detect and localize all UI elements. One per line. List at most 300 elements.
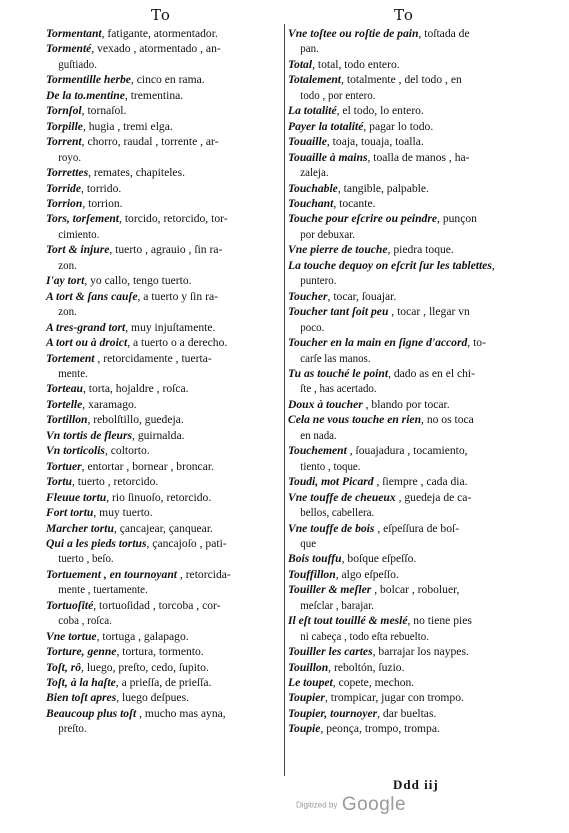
dictionary-entry bbox=[288, 304, 524, 335]
entry-continuation-line bbox=[288, 351, 511, 366]
entry-gloss: , rebolſtillo, guedeja. bbox=[87, 413, 184, 427]
entry-line bbox=[46, 459, 282, 474]
entry-gloss: , dado as en el chi- bbox=[388, 366, 475, 380]
dictionary-entry bbox=[46, 598, 282, 629]
entry-headword: Vne toſtee ou roſtie de pain bbox=[288, 27, 419, 40]
entry-gloss: , torrido. bbox=[81, 181, 122, 195]
entry-gloss: , tornaſol. bbox=[81, 104, 127, 118]
entry-line bbox=[46, 289, 282, 304]
dictionary-entry bbox=[288, 181, 524, 196]
entry-gloss: , torcido, retorcido, tor- bbox=[119, 212, 228, 226]
entry-headword: Touchement bbox=[288, 444, 347, 458]
entry-line bbox=[46, 428, 282, 443]
dictionary-entry bbox=[288, 134, 524, 149]
entry-gloss: pan. bbox=[300, 42, 319, 56]
entry-headword: Qui a les pieds tortus bbox=[46, 536, 147, 550]
dictionary-entry bbox=[46, 644, 282, 659]
entry-line bbox=[288, 134, 524, 149]
entry-headword: Tu as touché le point bbox=[288, 366, 389, 380]
entry-continuation-line bbox=[288, 381, 511, 396]
entry-headword: Totalement bbox=[288, 73, 342, 87]
entry-line bbox=[288, 335, 524, 350]
entry-line bbox=[288, 119, 524, 134]
dictionary-entry bbox=[46, 381, 282, 396]
left-column bbox=[46, 26, 282, 737]
entry-headword: Torteau bbox=[46, 382, 83, 396]
entry-gloss: , hugia , tremi elga. bbox=[82, 119, 173, 133]
dictionary-entry bbox=[288, 26, 524, 57]
entry-line bbox=[46, 644, 282, 659]
entry-gloss: coba , roſca. bbox=[58, 614, 112, 628]
entry-line bbox=[46, 103, 282, 118]
dictionary-entry bbox=[288, 211, 524, 242]
entry-line bbox=[288, 521, 524, 536]
entry-line bbox=[288, 366, 524, 381]
entry-line bbox=[288, 582, 524, 597]
entry-gloss: , barrajar los naypes. bbox=[372, 645, 469, 659]
entry-headword: Doux à toucher bbox=[288, 397, 363, 411]
entry-headword: Fort tortu bbox=[46, 506, 94, 520]
dictionary-entry bbox=[46, 536, 282, 567]
entry-headword: Beaucoup plus toſt bbox=[46, 706, 137, 720]
entry-line bbox=[288, 258, 524, 273]
page-signature: Ddd iij bbox=[393, 777, 439, 792]
dictionary-entry bbox=[288, 196, 524, 211]
entry-line bbox=[288, 690, 524, 705]
dictionary-entry bbox=[288, 613, 524, 644]
dictionary-entry bbox=[288, 443, 524, 474]
entry-gloss: , piedra toque. bbox=[387, 243, 454, 257]
entry-line bbox=[288, 26, 524, 41]
entry-gloss: , no tiene pies bbox=[407, 614, 472, 628]
entry-gloss: todo , por entero. bbox=[300, 88, 376, 102]
entry-gloss: , reboltón, ſuzio. bbox=[328, 660, 405, 674]
entry-line bbox=[288, 613, 524, 628]
entry-continuation-line bbox=[46, 57, 269, 72]
entry-gloss: , torta, hojaldre , roſca. bbox=[82, 382, 189, 396]
entry-gloss: , tangible, palpable. bbox=[337, 181, 429, 195]
entry-line bbox=[288, 644, 524, 659]
entry-headword: De la to.mentine bbox=[46, 88, 125, 102]
entry-line bbox=[46, 88, 282, 103]
entry-gloss: , algo eſpeſſo. bbox=[335, 567, 399, 581]
entry-gloss: , torrion. bbox=[82, 196, 123, 210]
entry-gloss: , peonça, trompo, trompa. bbox=[320, 722, 440, 736]
entry-line bbox=[288, 304, 524, 319]
entry-line bbox=[46, 119, 282, 134]
dictionary-entry bbox=[46, 72, 282, 87]
entry-line bbox=[288, 474, 524, 489]
dictionary-entry bbox=[46, 26, 282, 41]
entry-gloss: cimiento. bbox=[58, 227, 100, 241]
entry-gloss: , rio ſinuoſo, retorcido. bbox=[106, 490, 212, 504]
dictionary-entry bbox=[46, 629, 282, 644]
entry-gloss: , tocar , llegar vn bbox=[388, 305, 470, 319]
dictionary-entry bbox=[288, 690, 524, 705]
entry-line bbox=[288, 675, 524, 690]
entry-gloss: preſto. bbox=[58, 722, 87, 736]
entry-continuation-line bbox=[288, 41, 511, 56]
entry-line bbox=[288, 150, 524, 165]
entry-headword: La totalité bbox=[288, 104, 337, 118]
entry-gloss: zon. bbox=[58, 258, 77, 272]
entry-headword: Toucher tant ſoit peu bbox=[288, 305, 389, 319]
entry-headword: Tormenté bbox=[46, 42, 92, 56]
right-column bbox=[288, 26, 524, 737]
entry-headword: Torrion bbox=[46, 196, 83, 210]
entry-line bbox=[288, 490, 524, 505]
entry-line bbox=[288, 551, 524, 566]
entry-line bbox=[46, 335, 282, 350]
dictionary-entry bbox=[288, 567, 524, 582]
entry-line bbox=[46, 320, 282, 335]
entry-gloss: mente , tuertamente. bbox=[58, 583, 148, 597]
entry-gloss: , no os toca bbox=[421, 413, 474, 427]
entry-headword: Tortillon bbox=[46, 413, 88, 427]
dictionary-entry bbox=[46, 459, 282, 474]
dictionary-entry bbox=[46, 505, 282, 520]
entry-gloss: , bbox=[491, 258, 495, 272]
entry-line bbox=[46, 41, 282, 56]
entry-gloss: , totalmente , del todo , en bbox=[341, 73, 462, 87]
entry-headword: Touaille à mains bbox=[288, 150, 368, 164]
dictionary-entry bbox=[288, 258, 524, 289]
entry-continuation-line bbox=[46, 721, 269, 736]
entry-gloss: , ſiempre , cada dia. bbox=[373, 475, 468, 489]
dictionary-entry bbox=[46, 474, 282, 489]
entry-gloss: , entortar , bornear , broncar. bbox=[81, 459, 214, 473]
entry-headword: Vn torticolis bbox=[46, 444, 105, 458]
entry-gloss: , toaja, touaja, toalla. bbox=[326, 135, 424, 149]
dictionary-entry bbox=[288, 644, 524, 659]
entry-gloss: , a prieſſa, de prieſſa. bbox=[115, 676, 212, 690]
dictionary-entry bbox=[46, 428, 282, 443]
entry-gloss: , guedeja de ca- bbox=[395, 490, 472, 504]
column-divider bbox=[284, 24, 285, 776]
entry-line bbox=[46, 443, 282, 458]
entry-line bbox=[46, 181, 282, 196]
entry-gloss: , çancajoſo , pati- bbox=[146, 536, 227, 550]
dictionary-entry bbox=[288, 397, 524, 412]
entry-continuation-line bbox=[46, 258, 269, 273]
entry-gloss: , tortuga , galapago. bbox=[96, 629, 189, 643]
dictionary-entry bbox=[46, 119, 282, 134]
dictionary-entry bbox=[46, 351, 282, 382]
dictionary-entry bbox=[46, 397, 282, 412]
dictionary-entry bbox=[46, 196, 282, 211]
entry-line bbox=[46, 412, 282, 427]
dictionary-entry bbox=[46, 88, 282, 103]
dictionary-entry bbox=[288, 57, 524, 72]
dictionary-entry bbox=[288, 582, 524, 613]
entry-gloss: , chorro, raudal , torrente , ar- bbox=[81, 135, 219, 149]
entry-gloss: , ſouajadura , tocamiento, bbox=[346, 444, 468, 458]
watermark-logo: Google bbox=[341, 794, 407, 815]
entry-gloss: , xaramago. bbox=[82, 397, 137, 411]
entry-continuation-line bbox=[288, 428, 511, 443]
entry-continuation-line bbox=[288, 273, 511, 288]
entry-line bbox=[46, 690, 282, 705]
entry-line bbox=[46, 660, 282, 675]
entry-line bbox=[288, 443, 524, 458]
dictionary-entry bbox=[46, 521, 282, 536]
dictionary-entry bbox=[46, 289, 282, 320]
entry-headword: Tortement bbox=[46, 351, 95, 365]
entry-gloss: que bbox=[300, 536, 317, 550]
dictionary-entry bbox=[288, 490, 524, 521]
entry-gloss: , muy injuſtamente. bbox=[125, 320, 216, 334]
entry-line bbox=[288, 242, 524, 257]
dictionary-entry bbox=[46, 567, 282, 598]
entry-headword: Touche pour eſcrire ou peindre bbox=[288, 212, 438, 226]
entry-gloss: , cinco en rama. bbox=[130, 73, 205, 87]
dictionary-entry bbox=[288, 72, 524, 103]
entry-gloss: , tortuoſidad , torcoba , cor- bbox=[93, 598, 221, 612]
entry-headword: Toupie bbox=[288, 722, 321, 736]
entry-headword: Le toupet bbox=[288, 676, 333, 690]
entry-continuation-line bbox=[46, 150, 269, 165]
entry-gloss: , retorcidamente , tuerta- bbox=[94, 351, 212, 365]
dictionary-entry bbox=[46, 320, 282, 335]
watermark-prefix: Digitized by bbox=[296, 800, 338, 810]
dictionary-entry bbox=[46, 443, 282, 458]
entry-gloss: , eſpeſſura de boſ- bbox=[374, 521, 460, 535]
entry-gloss: , trompicar, jugar con trompo. bbox=[324, 691, 464, 705]
entry-line bbox=[288, 289, 524, 304]
entry-continuation-line bbox=[46, 227, 269, 242]
entry-line bbox=[288, 706, 524, 721]
entry-gloss: , tocar, ſouajar. bbox=[327, 289, 397, 303]
entry-gloss: zon. bbox=[58, 305, 77, 319]
dictionary-entry bbox=[46, 134, 282, 165]
dictionary-entry bbox=[46, 273, 282, 288]
entry-gloss: ſte , has acertado. bbox=[300, 382, 377, 396]
entry-headword: Toucher bbox=[288, 289, 328, 303]
dictionary-entry bbox=[288, 412, 524, 443]
entry-headword: Torture, genne bbox=[46, 645, 117, 659]
entry-gloss: , to- bbox=[467, 336, 486, 350]
entry-continuation-line bbox=[288, 459, 511, 474]
entry-headword: Tort & injure bbox=[46, 243, 110, 257]
entry-headword: Vne touffe de cheueux bbox=[288, 490, 396, 504]
dictionary-entry bbox=[46, 242, 282, 273]
dictionary-entry bbox=[288, 721, 524, 736]
running-head-left: To bbox=[151, 6, 171, 24]
entry-headword: Torride bbox=[46, 181, 82, 195]
entry-gloss: puntero. bbox=[300, 274, 337, 288]
entry-gloss: por debuxar. bbox=[300, 227, 356, 241]
dictionary-entry bbox=[46, 181, 282, 196]
entry-continuation-line bbox=[46, 551, 269, 566]
entry-gloss: , retorcida- bbox=[177, 567, 231, 581]
entry-line bbox=[46, 72, 282, 87]
dictionary-entry bbox=[46, 211, 282, 242]
entry-gloss: , bolcar , roboluer, bbox=[371, 583, 460, 597]
entry-continuation-line bbox=[46, 366, 269, 381]
entry-gloss: , remates, chapiteles. bbox=[88, 166, 185, 180]
dictionary-entry bbox=[288, 242, 524, 257]
entry-continuation-line bbox=[288, 629, 511, 644]
dictionary-entry bbox=[288, 103, 524, 118]
entry-line bbox=[46, 536, 282, 551]
entry-headword: A tres-grand tort bbox=[46, 320, 126, 334]
entry-gloss: , a tuerto y ſin ra- bbox=[137, 289, 218, 303]
dictionary-entry bbox=[288, 706, 524, 721]
dictionary-entry bbox=[288, 660, 524, 675]
entry-line bbox=[288, 660, 524, 675]
entry-gloss: , toſtada de bbox=[418, 27, 470, 40]
entry-gloss: en nada. bbox=[300, 428, 337, 442]
entry-gloss: , dar bueltas. bbox=[377, 706, 437, 720]
entry-line bbox=[46, 26, 282, 41]
entry-gloss: royo. bbox=[58, 150, 82, 164]
dictionary-entry bbox=[288, 366, 524, 397]
entry-line bbox=[46, 134, 282, 149]
entry-headword: A tort ou à droict bbox=[46, 336, 128, 350]
entry-headword: Bois touffu bbox=[288, 552, 342, 566]
entry-gloss: , luego, preſto, cedo, ſupito. bbox=[81, 660, 209, 674]
entry-headword: Toſt, à la haſte bbox=[46, 676, 116, 690]
entry-headword: I'ay tort bbox=[46, 274, 85, 288]
entry-headword: Tormentille herbe bbox=[46, 73, 131, 87]
entry-gloss: , muy tuerto. bbox=[93, 506, 153, 520]
entry-line bbox=[288, 211, 524, 226]
entry-line bbox=[46, 351, 282, 366]
entry-headword: Fleuue tortu bbox=[46, 490, 107, 504]
entry-line bbox=[46, 397, 282, 412]
entry-line bbox=[46, 381, 282, 396]
dictionary-entry bbox=[288, 289, 524, 304]
entry-continuation-line bbox=[288, 536, 511, 551]
entry-headword: A tort & ſans cauſe bbox=[46, 289, 138, 303]
entry-headword: Tormentant bbox=[46, 27, 102, 40]
dictionary-entry bbox=[46, 335, 282, 350]
entry-gloss: carſe las manos. bbox=[300, 351, 371, 365]
entry-gloss: , punçon bbox=[437, 212, 477, 226]
entry-continuation-line bbox=[46, 582, 269, 597]
entry-gloss: , tortura, tormento. bbox=[116, 645, 204, 659]
entry-gloss: , mucho mas ayna, bbox=[136, 706, 226, 720]
entry-line bbox=[46, 490, 282, 505]
entry-headword: Toſt, rô bbox=[46, 660, 82, 674]
dictionary-entry bbox=[288, 150, 524, 181]
entry-headword: Vne tortue bbox=[46, 629, 97, 643]
entry-line bbox=[288, 567, 524, 582]
entry-gloss: , vexado , atormentado , an- bbox=[91, 42, 221, 56]
entry-line bbox=[46, 598, 282, 613]
entry-headword: Bien toſt apres bbox=[46, 691, 117, 705]
dictionary-entry bbox=[46, 660, 282, 675]
entry-gloss: , boſque eſpeſſo. bbox=[341, 552, 417, 566]
watermark bbox=[296, 794, 406, 816]
entry-gloss: , coltorto. bbox=[104, 444, 150, 458]
entry-headword: Il eſt tout touillé & meslé bbox=[288, 614, 408, 628]
dictionary-entry bbox=[46, 412, 282, 427]
entry-gloss: tuerto , beſo. bbox=[58, 552, 114, 566]
dictionary-entry bbox=[288, 551, 524, 566]
entry-line bbox=[288, 721, 524, 736]
entry-gloss: , blando por tocar. bbox=[362, 397, 450, 411]
entry-headword: Vne pierre de touche bbox=[288, 243, 388, 257]
entry-headword: Touchable bbox=[288, 181, 338, 195]
dictionary-entry bbox=[46, 165, 282, 180]
entry-headword: Toupier bbox=[288, 691, 325, 705]
running-head-right: To bbox=[394, 6, 414, 24]
entry-line bbox=[46, 521, 282, 536]
entry-gloss: poco. bbox=[300, 320, 325, 334]
dictionary-entry bbox=[288, 474, 524, 489]
entry-continuation-line bbox=[46, 304, 269, 319]
entry-line bbox=[46, 165, 282, 180]
entry-headword: Tortu bbox=[46, 475, 72, 489]
entry-line bbox=[288, 57, 524, 72]
dictionary-entry bbox=[46, 103, 282, 118]
entry-gloss: , el todo, lo entero. bbox=[336, 104, 424, 118]
entry-headword: Tortuoſité bbox=[46, 598, 94, 612]
entry-continuation-line bbox=[288, 227, 511, 242]
entry-headword: Toudi, mot Picard bbox=[288, 475, 374, 489]
entry-line bbox=[46, 505, 282, 520]
entry-headword: Cela ne vous touche en rien bbox=[288, 413, 422, 427]
entry-line bbox=[46, 273, 282, 288]
entry-gloss: , yo callo, tengo tuerto. bbox=[84, 274, 192, 288]
entry-headword: Vne touffe de bois bbox=[288, 521, 375, 535]
entry-headword: Torpille bbox=[46, 119, 83, 133]
entry-gloss: , pagar lo todo. bbox=[363, 119, 434, 133]
entry-gloss: , guirnalda. bbox=[132, 428, 185, 442]
entry-gloss: , toalla de manos , ha- bbox=[367, 150, 470, 164]
entry-line bbox=[288, 412, 524, 427]
dictionary-entry bbox=[46, 675, 282, 690]
entry-headword: Torrettes bbox=[46, 166, 89, 180]
entry-gloss: , çancajear, çanquear. bbox=[113, 521, 213, 535]
entry-gloss: ni cabeça , todo eſta rebuelto. bbox=[300, 629, 429, 643]
entry-headword: Tortelle bbox=[46, 397, 83, 411]
dictionary-entry bbox=[46, 490, 282, 505]
entry-continuation-line bbox=[46, 613, 269, 628]
entry-line bbox=[46, 706, 282, 721]
entry-gloss: , total, todo entero. bbox=[312, 57, 400, 71]
entry-continuation-line bbox=[288, 320, 511, 335]
entry-headword: Toupier, tournoyer bbox=[288, 706, 378, 720]
entry-headword: Tortuement , en tournoyant bbox=[46, 567, 177, 581]
entry-headword: La touche dequoy on eſcrit ſur les tablettes bbox=[288, 258, 492, 272]
entry-line bbox=[46, 211, 282, 226]
entry-gloss: , fatigante, atormentador. bbox=[101, 27, 218, 40]
entry-line bbox=[46, 474, 282, 489]
entry-continuation-line bbox=[288, 598, 511, 613]
dictionary-entry bbox=[288, 335, 524, 366]
entry-headword: Tortuer bbox=[46, 459, 82, 473]
entry-headword: Touillon bbox=[288, 660, 329, 674]
dictionary-entry bbox=[288, 521, 524, 552]
entry-continuation-line bbox=[288, 88, 511, 103]
entry-continuation-line bbox=[288, 505, 511, 520]
entry-gloss: guſtiado. bbox=[58, 57, 97, 71]
entry-line bbox=[288, 103, 524, 118]
entry-headword: Payer la totalité bbox=[288, 119, 364, 133]
dictionary-entry bbox=[46, 706, 282, 737]
entry-gloss: , trementina. bbox=[124, 88, 184, 102]
entry-gloss: mente. bbox=[58, 366, 88, 380]
dictionary-entry bbox=[46, 41, 282, 72]
entry-gloss: bellos, cabellera. bbox=[300, 506, 375, 520]
entry-gloss: , tocante. bbox=[333, 196, 376, 210]
dictionary-entry bbox=[288, 675, 524, 690]
entry-headword: Total bbox=[288, 57, 313, 71]
entry-headword: Touaille bbox=[288, 135, 327, 149]
dictionary-entry bbox=[288, 119, 524, 134]
